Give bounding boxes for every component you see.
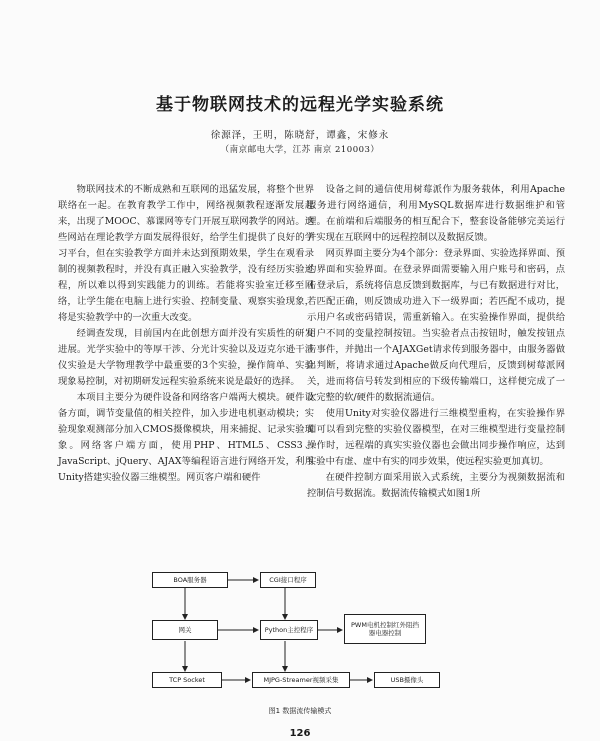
paragraph: 本项目主要分为硬件设备和网络客户端两大模块。硬件设备方面，调节变量值的相关控件，加入步进电机驱动模块；实验现象观测部分加入CMOS摄像模块，用来捕捉、记录实验现象。网络客户端方面，使用PHP、HTML5、CSS3、JavaScript、jQuery、AJAX等编程语言进行网络开发，利用Unity搭建实验仪器三维模型。网页客户端和硬件	[58, 392, 314, 483]
boa-server-box: BOA服务器	[152, 572, 228, 588]
paragraph: 经调查发现，目前国内在此创想方面并没有实质性的研发进展。光学实验中的等厚干涉、分光计实验以及迈克尔逊干涉仪实验是大学物理教学中最重要的3个实验，操作简单、实验现象易控制，对初期研发远程实验系统来说是最好的选择。	[58, 328, 314, 387]
author-list: 徐源泽，王明，陈晓舒，谭鑫，宋修永	[210, 130, 390, 141]
cgi-program-box: CGI接口程序	[260, 572, 316, 588]
gateway-box: 网关	[152, 620, 218, 640]
paragraph: 网页界面主要分为4个部分：登录界面、实验选择界面、预约界面和实验界面。在登录界面需要输入用户账号和密码，点击登录后，系统将信息反馈到数据库，与已有数据进行对比，若匹配正确，则反馈成功进入下一级界面；若匹配不成功，提示用户名或密码错误，需重新输入。在实验操作界面，提供给用户不同的变量控制按钮。当实验者点击按钮时，触发按钮点击事件，并抛出一个AJAXGet请求传到服务器中，由服务器做出判断，将请求通过Apache做反向代理后，反馈到树莓派网关，进而将信号转发到相应的下级传输端口，这样便完成了一次完整的软/硬件的数据流通信。	[307, 248, 565, 403]
mjpg-streamer-box: MJPG-Streamer视频采集	[252, 672, 350, 688]
page-number: 126	[289, 728, 311, 739]
paragraph: 使用Unity对实验仪器进行三维模型重构，在实验操作界面可以看到完整的实验仪器模型，在对三维模型进行变量控制操作时，远程端的真实实验仪器也会做出同步操作响应，达到实验中有虚、虚中有实的同步效果，使远程实验更加真切。	[307, 408, 565, 467]
figure-caption: 图1 数据流传输模式	[268, 707, 332, 715]
tcp-socket-box: TCP Socket	[152, 672, 222, 688]
data-flow-diagram	[150, 568, 470, 706]
python-control-box: Python主控程序	[260, 620, 318, 640]
pwm-control-box: PWM电机控制红外阻挡器电器控制	[344, 614, 426, 644]
paragraph: 物联网技术的不断成熟和互联网的迅猛发展，将整个世界联络在一起。在教育教学工作中，网络视频教程逐渐发展起来，出现了MOOC、慕课网等专门开展互联网教学的网站。这些网站在理论教学方面发展得很好，给学生们提供了良好的学习平台，但在实验教学方面并未达到预期效果，学生在观看录制的视频教程时，并没有真正融入实验教学，没有经历实验过程，所以难以得到实践能力的训练。若能将实验室迁移至网络，让学生能在电脑上进行实验、控制变量、观察实验现象，将是实验教学中的一次重大改变。	[58, 184, 314, 323]
paragraph: 在硬件控制方面采用嵌入式系统，主要分为视频数据流和控制信号数据流。数据流传输模式如图1所	[307, 472, 565, 499]
paragraph: 设备之间的通信使用树莓派作为服务载体，利用Apache服务进行网络通信，利用MySQL数据库进行数据维护和管理。在前端和后端服务的相互配合下，整套设备能够完美运行并实现在互联网中的远程控制以及数据反馈。	[307, 184, 565, 243]
usb-camera-box: USB摄像头	[374, 672, 440, 688]
affiliation: （南京邮电大学，江苏 南京 210003）	[220, 145, 380, 155]
right-column	[307, 182, 565, 502]
left-column	[58, 182, 314, 486]
paper-title: 基于物联网技术的远程光学实验系统	[156, 95, 444, 115]
